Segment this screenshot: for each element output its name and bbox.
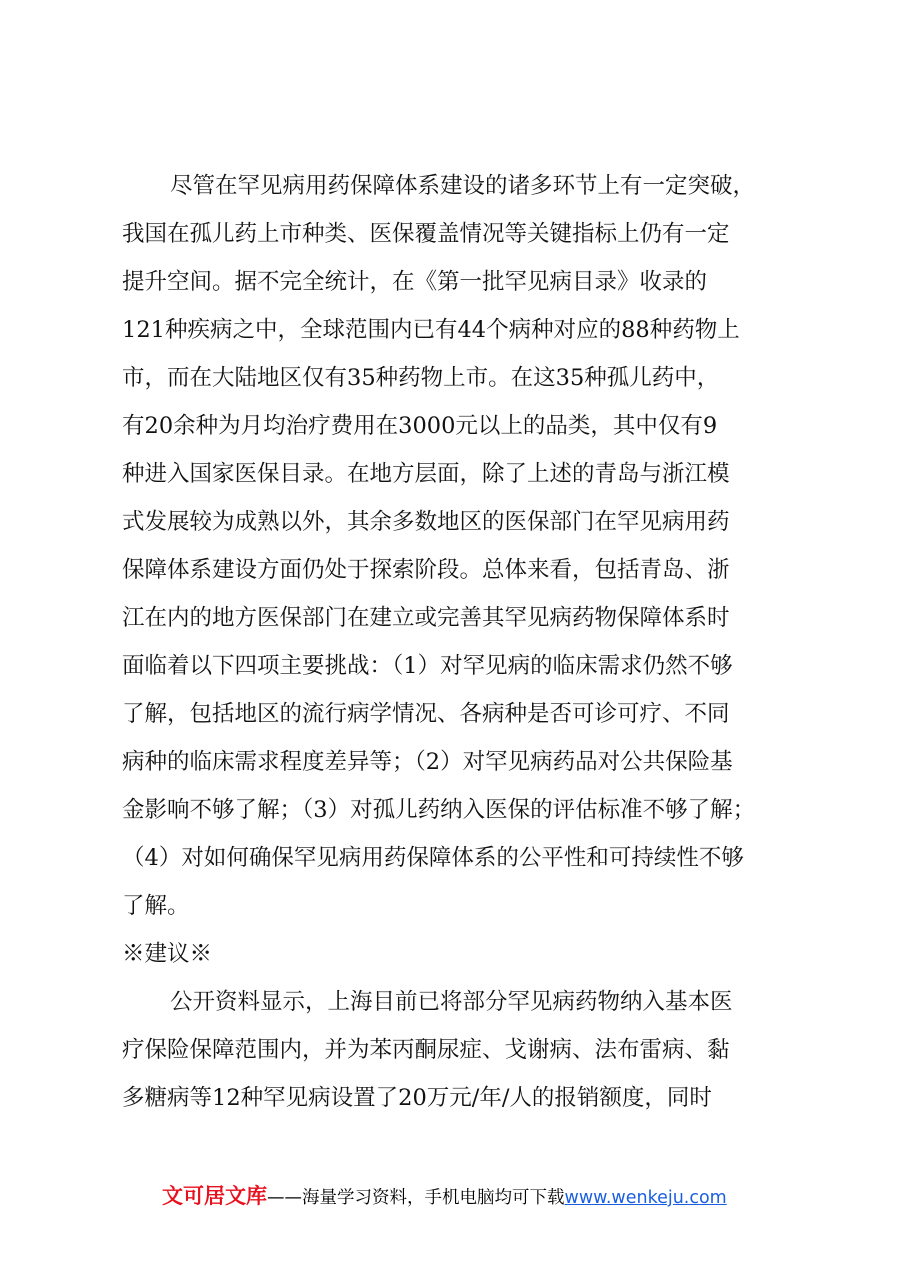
paragraph-line: 式发展较为成熟以外，其余多数地区的医保部门在罕见病用药 xyxy=(122,509,730,535)
brand-name: 文可居文库 xyxy=(162,1184,267,1208)
document-body xyxy=(122,162,802,1122)
paragraph-line: 公开资料显示，上海目前已将部分罕见病药物纳入基本医 xyxy=(170,989,733,1015)
paragraph-line: 市，而在大陆地区仅有35种药物上市。在这35种孤儿药中， xyxy=(122,365,720,391)
paragraph-line: 我国在孤儿药上市种类、医保覆盖情况等关键指标上仍有一定 xyxy=(122,221,730,247)
footer-tagline: ——海量学习资料，手机电脑均可下载 xyxy=(267,1188,565,1208)
website-link[interactable]: www.wenkeju.com xyxy=(564,1188,727,1208)
paragraph-line: （4）对如何确保罕见病用药保障体系的公平性和可持续性不够 xyxy=(122,845,744,871)
paragraph-line: 了解，包括地区的流行病学情况、各病种是否可诊可疗、不同 xyxy=(122,701,730,727)
paragraph-line: 尽管在罕见病用药保障体系建设的诸多环节上有一定突破， xyxy=(170,173,756,199)
paragraph-line: 面临着以下四项主要挑战：（1）对罕见病的临床需求仍然不够 xyxy=(122,653,733,679)
paragraph-line: 病种的临床需求程度差异等；（2）对罕见病药品对公共保险基 xyxy=(122,749,733,775)
paragraph-line: 疗保险保障范围内，并为苯丙酮尿症、戈谢病、法布雷病、黏 xyxy=(122,1037,730,1063)
paragraph-line: 多糖病等12种罕见病设置了20万元/年/人的报销额度，同时 xyxy=(122,1085,712,1111)
paragraph-line: 了解。 xyxy=(122,893,190,919)
paragraph-line: 种进入国家医保目录。在地方层面，除了上述的青岛与浙江模 xyxy=(122,461,730,487)
section-heading: ※建议※ xyxy=(122,941,213,967)
paragraph-line: 有20余种为月均治疗费用在3000元以上的品类，其中仅有9 xyxy=(122,413,718,439)
paragraph-line: 江在内的地方医保部门在建立或完善其罕见病药物保障体系时 xyxy=(122,605,730,631)
footer-banner xyxy=(162,1180,727,1212)
paragraph-line: 提升空间。据不完全统计，在《第一批罕见病目录》收录的 xyxy=(122,269,708,295)
paragraph-line: 金影响不够了解；（3）对孤儿药纳入医保的评估标准不够了解； xyxy=(122,797,756,823)
paragraph-line: 121种疾病之中，全球范围内已有44个病种对应的88种药物上 xyxy=(122,317,740,343)
paragraph-line: 保障体系建设方面仍处于探索阶段。总体来看，包括青岛、浙 xyxy=(122,557,730,583)
